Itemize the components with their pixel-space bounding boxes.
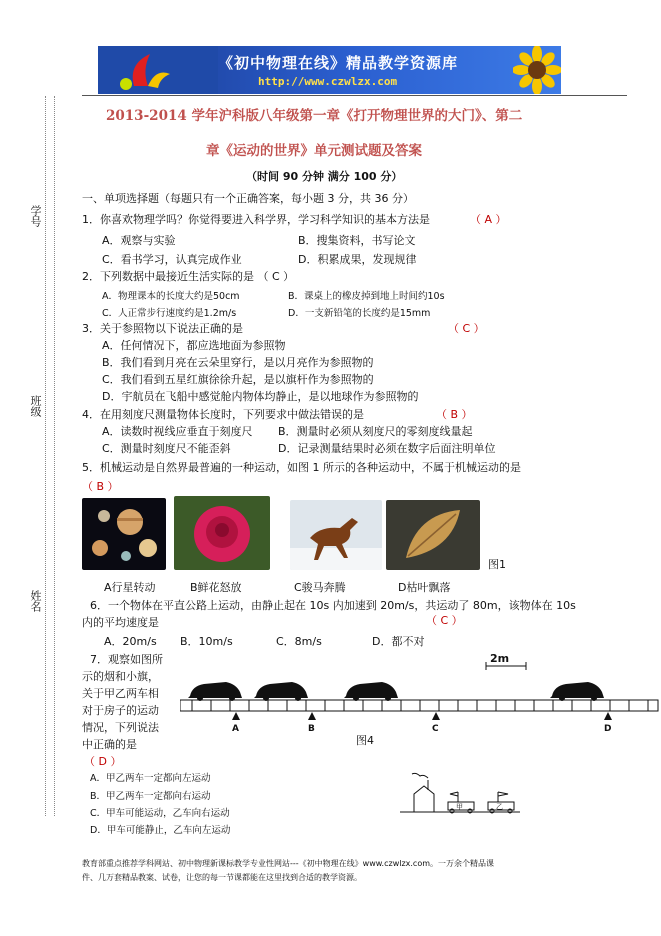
q7-option-c: C．甲车可能运动，乙车向右运动 [90, 808, 230, 819]
q3-option-d: D．宇航员在飞船中感觉舱内物体均静止，是以地球作为参照物的 [102, 390, 419, 403]
q4-option-a: A．读数时视线应垂直于刻度尺 [102, 425, 253, 438]
ruler-mark-b: B [308, 724, 315, 734]
leaf-image [386, 500, 480, 570]
car-yi-label: 乙 [496, 803, 503, 811]
question-7-line6: 中正确的是 [82, 738, 137, 751]
answer-3: （ C ） [448, 322, 485, 335]
question-3: 3．关于参照物以下说法正确的是 [82, 322, 243, 335]
horse-image [290, 500, 382, 570]
q3-option-b: B．我们看到月亮在云朵里穿行，是以月亮作为参照物的 [102, 356, 374, 369]
question-7-line1: 7．观察如图所 [90, 653, 163, 666]
question-7-line2: 示的烟和小旗， [82, 670, 159, 683]
figure-4-caption: 图4 [356, 734, 374, 747]
ruler-mark-d: D [604, 724, 612, 734]
q1-option-c: C．看书学习，认真完成作业 [102, 253, 242, 266]
binding-margin [45, 96, 55, 816]
q2-option-c: C．人正常步行速度约是1.2m/s [102, 308, 237, 319]
car-ruler-figure [180, 648, 660, 738]
name-label: 姓名 [29, 590, 42, 612]
rose-image [174, 496, 270, 570]
question-4: 4．在用刻度尺测量物体长度时，下列要求中做法错误的是 [82, 408, 364, 421]
car-jia-label: 甲 [456, 803, 463, 811]
q1-option-d: D．积累成果，发现规律 [298, 253, 417, 266]
answer-4: （ B ） [436, 408, 473, 421]
answer-6: （ C ） [426, 614, 463, 627]
answer-1: （ A ） [470, 213, 507, 226]
question-7-line5: 情况，下列说法 [82, 721, 159, 734]
q5-option-d: D枯叶飘落 [398, 581, 451, 594]
q6-option-b: B．10m/s [180, 635, 233, 648]
banner-url: http://www.czwlzx.com [258, 75, 398, 88]
q4-option-b: B．测量时必须从刻度尺的零刻度线量起 [278, 425, 473, 438]
q1-option-b: B．搜集资料，书写论文 [298, 234, 416, 247]
answer-5: （ B ） [82, 480, 119, 493]
question-7-line3: 关于甲乙两车相 [82, 687, 159, 700]
q6-option-d: D．都不对 [372, 635, 425, 648]
q3-option-a: A．任何情况下，都应选地面为参照物 [102, 339, 286, 352]
scale-label: 2m [490, 652, 510, 665]
q2-option-b: B．课桌上的橡皮掉到地上时间约10s [288, 291, 445, 302]
question-2: 2．下列数据中最接近生活实际的是 （ C ） [82, 270, 295, 283]
question-6-cont: 内的平均速度是 [82, 616, 159, 629]
figure-1-caption: 图1 [488, 558, 506, 571]
time-score: （时间 90 分钟 满分 100 分） [246, 170, 403, 183]
q7-option-a: A．甲乙两车一定都向左运动 [90, 773, 211, 784]
q4-option-d: D．记录测量结果时必须在数字后面注明单位 [278, 442, 496, 455]
q6-option-a: A．20m/s [104, 635, 157, 648]
header-banner [98, 46, 561, 94]
q5-option-b: B鲜花怒放 [190, 581, 242, 594]
question-5: 5．机械运动是自然界最普遍的一种运动，如图 1 所示的各种运动中，不属于机械运动的是 [82, 461, 521, 474]
q6-option-c: C．8m/s [276, 635, 322, 648]
header-rule [82, 95, 627, 96]
banner-title: 《初中物理在线》精品教学资源库 [218, 54, 459, 72]
page-title-line1: 2013-2014 学年沪科版八年级第一章《打开物理世界的大门》、第二 [106, 108, 523, 124]
footer-line2: 件、几万套精品教案、试卷，让您的每一节课都能在这里找到合适的教学资源。 [82, 873, 362, 882]
q3-option-c: C．我们看到五星红旗徐徐升起，是以旗杆作为参照物的 [102, 373, 374, 386]
answer-7: （ D ） [84, 755, 122, 768]
q1-option-a: A．观察与实验 [102, 234, 176, 247]
question-1: 1．你喜欢物理学吗？你觉得要进入科学界，学习科学知识的基本方法是 [82, 213, 430, 226]
logo-icon [98, 46, 218, 94]
q7-option-b: B．甲乙两车一定都向右运动 [90, 791, 211, 802]
section-heading: 一、单项选择题（每题只有一个正确答案，每小题 3 分，共 36 分） [82, 192, 414, 205]
q4-option-c: C．测量时刻度尺不能歪斜 [102, 442, 231, 455]
question-7-line4: 对于房子的运动 [82, 704, 159, 717]
class-label: 班级 [29, 395, 42, 417]
question-6: 6．一个物体在平直公路上运动，由静止起在 10s 内加速到 20m/s，共运动了 80m，该物体在 10s [90, 599, 576, 612]
student-id-label: 学号 [29, 205, 42, 227]
q7-option-d: D．甲车可能静止，乙车向左运动 [90, 825, 231, 836]
sunflower-icon [513, 46, 561, 94]
page-title-line2: 章《运动的世界》单元测试题及答案 [206, 143, 422, 159]
ruler-mark-c: C [432, 724, 439, 734]
planets-image [82, 498, 166, 570]
footer-line1: 教育部重点推荐学科网站、初中物理新课标教学专业性网站---《初中物理在线》www.czwlzx.com。一万余个精品课 [82, 859, 495, 868]
q2-option-d: D．一支新铅笔的长度约是15mm [288, 308, 431, 319]
q5-option-a: A行星转动 [104, 581, 156, 594]
q5-option-c: C骏马奔腾 [294, 581, 346, 594]
ruler-mark-a: A [232, 724, 239, 734]
q2-option-a: A．物理课本的长度大约是50cm [102, 291, 240, 302]
